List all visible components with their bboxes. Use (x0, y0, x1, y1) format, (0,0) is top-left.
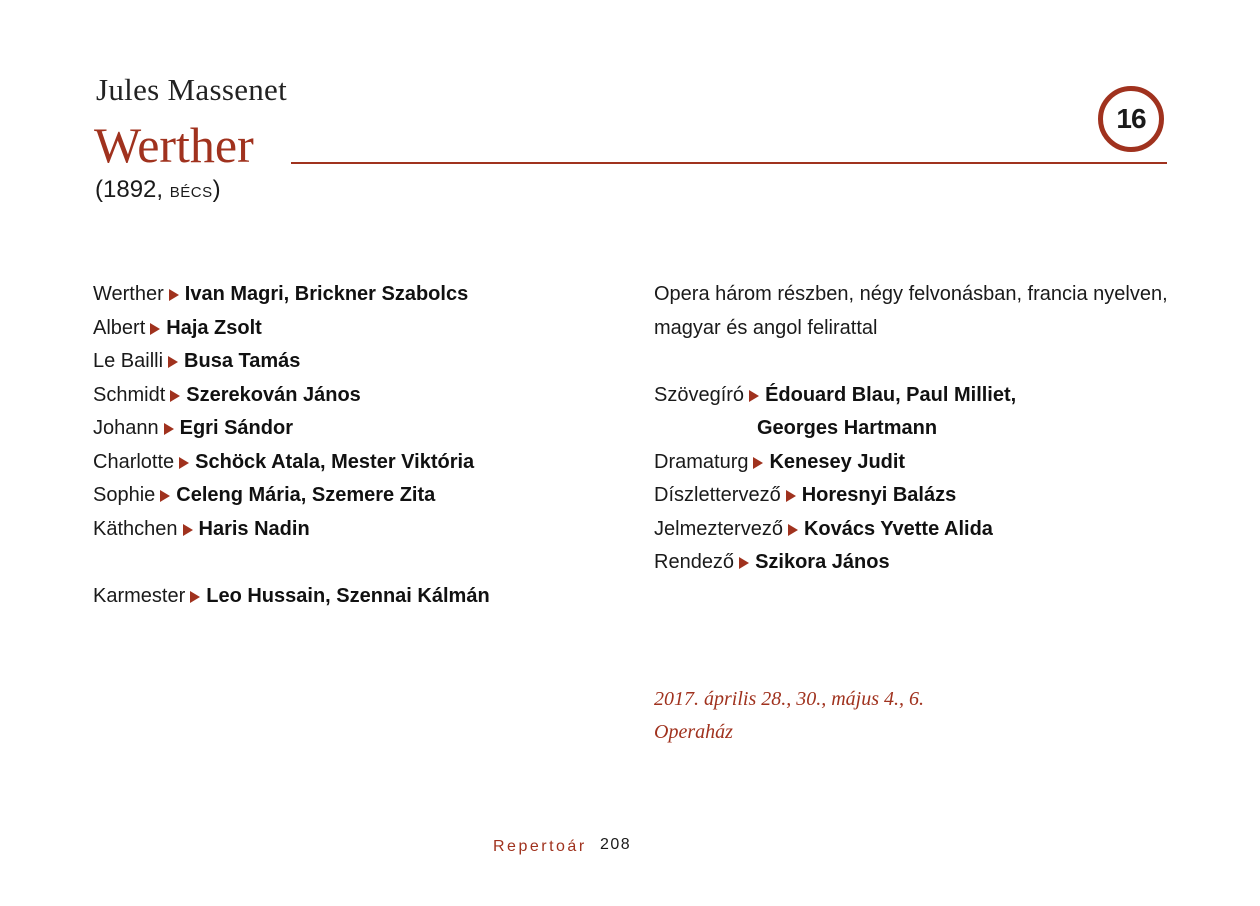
performance-venue: Operaház (654, 721, 733, 743)
creator-row-continuation (654, 412, 1174, 446)
role-label: Albert (93, 316, 146, 339)
performer-names: Busa Tamás (184, 350, 301, 372)
cast-row (93, 278, 613, 312)
role-label: Werther (93, 283, 164, 305)
premiere-info: (1892, BÉCS) (95, 176, 221, 203)
composer-name: Jules Massenet (96, 72, 288, 107)
arrow-icon (739, 557, 749, 569)
role-label: Charlotte (93, 450, 175, 473)
performer-names: Leo Hussain, Szennai Kálmán (206, 584, 490, 607)
performer-names: Haris Nadin (198, 517, 310, 540)
creator-names: Szikora János (755, 551, 890, 573)
production-info (654, 278, 1174, 580)
creator-row-librettist (654, 379, 1174, 413)
creator-names: Horesnyi Balázs (801, 484, 957, 506)
role-label: Käthchen (93, 517, 178, 540)
arrow-icon (168, 356, 178, 368)
premiere-city: BÉCS (169, 184, 213, 201)
role-label: Karmester (93, 584, 186, 607)
arrow-icon (164, 423, 174, 435)
performer-names: Celeng Mária, Szemere Zita (176, 484, 436, 506)
info-line: Opera három részben, négy felvonásban, francia nyelven, (654, 283, 1168, 305)
creator-names: Édouard Blau, Paul Milliet, (765, 383, 1017, 406)
creator-names: Georges Hartmann (757, 417, 938, 439)
arrow-icon (753, 457, 763, 469)
performer-names: Haja Zsolt (166, 316, 262, 339)
cast-row (93, 379, 613, 413)
role-label: Le Bailli (93, 350, 164, 372)
cast-list (93, 278, 613, 613)
performer-names: Egri Sándor (179, 417, 293, 439)
role-label: Díszlettervező (654, 484, 781, 506)
cast-row (93, 312, 613, 346)
performer-names: Schöck Atala, Mester Viktória (195, 450, 475, 473)
conductor-row (93, 580, 613, 614)
role-label: Szövegíró (654, 383, 745, 406)
opera-title: Werther (94, 117, 254, 173)
spacer (654, 345, 1174, 379)
performer-names: Ivan Magri, Brickner Szabolcs (184, 283, 469, 305)
age-rating-badge: 16 (1098, 86, 1164, 152)
arrow-icon (179, 457, 189, 469)
role-label: Schmidt (93, 383, 166, 406)
creator-names: Kenesey Judit (769, 450, 906, 473)
arrow-icon (160, 490, 170, 502)
role-label: Rendező (654, 551, 735, 573)
arrow-icon (749, 390, 759, 402)
cast-row (93, 412, 613, 446)
arrow-icon (170, 390, 180, 402)
creator-names: Kovács Yvette Alida (803, 517, 993, 540)
creator-row-costume-designer (654, 513, 1174, 547)
premiere-year: 1892 (103, 176, 157, 203)
arrow-icon (788, 524, 798, 536)
info-line: magyar és angol felirattal (654, 316, 878, 339)
performance-info (654, 683, 924, 749)
cast-row (93, 345, 613, 379)
spacer (93, 546, 613, 580)
arrow-icon (150, 323, 160, 335)
footer-section-label: Repertoár (493, 838, 587, 855)
creator-row-director (654, 546, 1174, 580)
cast-row (93, 446, 613, 480)
role-label: Johann (93, 417, 159, 439)
cast-row (93, 513, 613, 547)
title-rule (291, 162, 1167, 164)
creator-row-set-designer (654, 479, 1174, 513)
role-label: Jelmeztervező (654, 517, 783, 540)
cast-row (93, 479, 613, 513)
arrow-icon (190, 591, 200, 603)
role-label: Sophie (93, 484, 156, 506)
performance-dates: 2017. április 28., 30., május 4., 6. (654, 688, 925, 710)
arrow-icon (786, 490, 796, 502)
performer-names: Szerekován János (186, 383, 361, 406)
creator-row-dramaturg (654, 446, 1174, 480)
arrow-icon (169, 289, 179, 301)
arrow-icon (183, 524, 193, 536)
footer-page-number: 208 (600, 836, 632, 853)
role-label: Dramaturg (654, 450, 749, 473)
